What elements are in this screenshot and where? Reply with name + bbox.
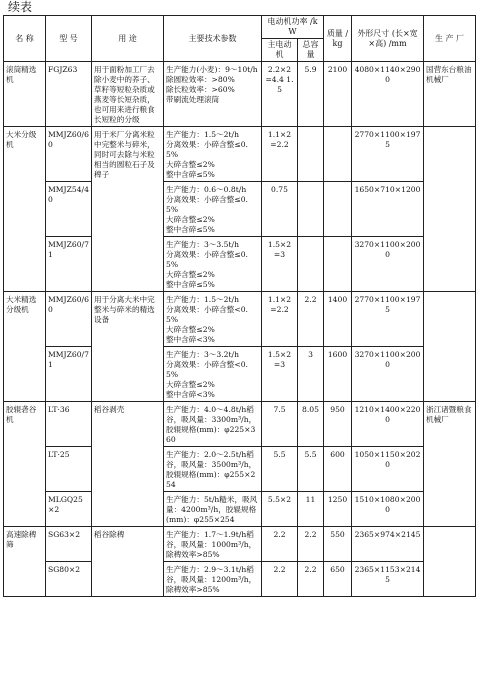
params-cell	[164, 562, 262, 597]
param-line: 除长粒效率：>60%	[166, 85, 235, 94]
param-line: 分离效果：小碎含整<0.5%	[166, 360, 248, 379]
param-line: 生产能力(小麦)：9～10t/h	[166, 65, 258, 74]
param-line: 整中含碎≤5%	[166, 280, 215, 289]
main-motor-cell: 7.5	[262, 402, 298, 447]
dimensions-cell: 1050×1150×2020	[352, 447, 424, 492]
total-power-cell: 2.2	[298, 292, 324, 347]
params-cell	[164, 182, 262, 237]
param-line: 除圆粒效率：>80%	[166, 75, 235, 84]
table-row	[4, 62, 476, 127]
param-line: 大碎含整≤2%	[166, 270, 215, 279]
header-name: 名 称	[4, 16, 46, 62]
total-power-cell: 2.2	[298, 562, 324, 597]
param-line: 大碎含整≤2%	[166, 215, 215, 224]
equipment-name-cell: 大米精选分级机	[4, 292, 46, 402]
continued-label: 续表	[8, 0, 33, 14]
dimensions-cell: 1650×710×1200	[352, 182, 424, 237]
maker-cell	[424, 127, 476, 292]
model-cell: MMJZ60/60	[46, 292, 92, 347]
param-line: 整中含碎<3%	[166, 390, 215, 399]
mass-cell: 1400	[324, 292, 352, 347]
dimensions-cell: 1210×1400×2200	[352, 402, 424, 447]
use-cell: 用于米厂分离米粒中完整米与碎米，同时可去除与米粒相当的圆粒石子及稗子	[92, 127, 164, 292]
total-power-cell: 2.2	[298, 527, 324, 562]
params-cell	[164, 347, 262, 402]
model-cell: SG63×2	[46, 527, 92, 562]
params-cell	[164, 292, 262, 347]
model-cell: MMJZ60/60	[46, 127, 92, 182]
model-cell: MMJZ54/40	[46, 182, 92, 237]
total-power-cell: 11	[298, 492, 324, 527]
param-line: 大碎含整≤2%	[166, 160, 215, 169]
maker-cell	[424, 527, 476, 597]
mass-cell: 2100	[324, 62, 352, 127]
main-motor-cell: 1.1×2 =2.2	[262, 127, 298, 182]
model-cell: MMJZ60/71	[46, 237, 92, 292]
dimensions-cell: 2770×1100×1975	[352, 292, 424, 347]
param-line: 大碎含整≤2%	[166, 325, 215, 334]
header-maker: 生 产 厂	[424, 16, 476, 62]
model-cell: LT·36	[46, 402, 92, 447]
main-motor-cell: 0.75	[262, 182, 298, 237]
dimensions-cell: 2770×1100×1975	[352, 127, 424, 182]
param-line: 生产能力：3～3.5t/h	[166, 240, 239, 249]
total-power-cell: 5.9	[298, 62, 324, 127]
mass-cell: 950	[324, 402, 352, 447]
dimensions-cell: 2365×1153×2145	[352, 562, 424, 597]
total-power-cell	[298, 127, 324, 182]
equipment-name-cell: 胶辊砻谷机	[4, 402, 46, 527]
table-row	[4, 347, 476, 402]
header-mass: 质量 /kg	[324, 16, 352, 62]
total-power-cell: 8.05	[298, 402, 324, 447]
model-cell: FGJZ63	[46, 62, 92, 127]
dimensions-cell: 4080×1140×2900	[352, 62, 424, 127]
equipment-name-cell: 滚筒精选机	[4, 62, 46, 127]
header-main-motor: 主电动机	[262, 39, 298, 62]
mass-cell: 650	[324, 562, 352, 597]
param-line: 带刷流处理滚筒	[166, 95, 220, 104]
table-row	[4, 292, 476, 347]
param-line: 生产能力：1.5～2t/h	[166, 130, 239, 139]
total-power-cell: 5.5	[298, 447, 324, 492]
mass-cell: 550	[324, 527, 352, 562]
maker-cell: 国营东台粮油机械厂	[424, 62, 476, 127]
mass-cell: 600	[324, 447, 352, 492]
table-row	[4, 527, 476, 562]
table-row	[4, 127, 476, 182]
param-line: 分离效果：小碎含整≤0.5%	[166, 195, 248, 214]
model-cell: MLGQ25×2	[46, 492, 92, 527]
header-total: 总容量	[298, 39, 324, 62]
table-row	[4, 182, 476, 237]
header-use: 用 途	[92, 16, 164, 62]
param-line: 生产能力：5t/h糙米，吸风量：4200m³/h，胶辊规格(mm)：φ255×254	[166, 495, 258, 524]
dimensions-cell: 3270×1100×2000	[352, 347, 424, 402]
equipment-spec-table	[3, 15, 476, 597]
dimensions-cell: 3270×1100×2000	[352, 237, 424, 292]
mass-cell	[324, 182, 352, 237]
use-cell: 稻谷除稗	[92, 527, 164, 597]
param-line: 生产能力：1.7～1.9t/h稻谷，吸风量：1000m³/h，除稗效率>85%	[166, 530, 257, 559]
total-power-cell: 3	[298, 347, 324, 402]
main-motor-cell: 1.5×2 =3	[262, 347, 298, 402]
dimensions-cell: 1510×1080×2000	[352, 492, 424, 527]
total-power-cell	[298, 237, 324, 292]
param-line: 大碎含整≤2%	[166, 380, 215, 389]
model-cell: MMJZ60/71	[46, 347, 92, 402]
table-row	[4, 402, 476, 447]
main-motor-cell: 5.5×2	[262, 492, 298, 527]
total-power-cell	[298, 182, 324, 237]
params-cell	[164, 62, 262, 127]
params-cell	[164, 127, 262, 182]
header-power: 电动机功率 /kW	[262, 16, 324, 39]
use-cell: 用于面粉加工厂去除小麦中的荞子、草籽等短粒杂质或燕麦等长短杂质，也可用来进行粮食长短粒的分级	[92, 62, 164, 127]
table-row	[4, 562, 476, 597]
params-cell	[164, 447, 262, 492]
dimensions-cell: 2365×974×2145	[352, 527, 424, 562]
param-line: 生产能力：2.0～2.5t/h稻谷，吸风量：3500m³/h，胶辊规格(mm)：φ255×254	[166, 450, 257, 489]
equipment-name-cell: 大米分级机	[4, 127, 46, 292]
main-motor-cell: 1.5×2 =3	[262, 237, 298, 292]
main-motor-cell: 2.2×2 =4.4 1.5	[262, 62, 298, 127]
header-dims: 外形尺寸 (长×宽×高) /mm	[352, 16, 424, 62]
mass-cell	[324, 237, 352, 292]
param-line: 分离效果：小碎含整≤0.5%	[166, 140, 248, 159]
params-cell	[164, 237, 262, 292]
main-motor-cell: 2.2	[262, 562, 298, 597]
mass-cell	[324, 127, 352, 182]
params-cell	[164, 402, 262, 447]
table-row	[4, 492, 476, 527]
table-body	[4, 62, 476, 597]
header-model: 型 号	[46, 16, 92, 62]
param-line: 生产能力：0.6～0.8t/h	[166, 185, 247, 194]
mass-cell: 1250	[324, 492, 352, 527]
param-line: 分离效果：小碎含整≤0.5%	[166, 250, 248, 269]
params-cell	[164, 492, 262, 527]
param-line: 生产能力：2.9～3.1t/h稻谷，吸风量：1200m³/h，除稗效率>85%	[166, 565, 257, 594]
param-line: 整中含碎≤5%	[166, 225, 215, 234]
maker-cell: 浙江诸暨粮食机械厂	[424, 402, 476, 527]
param-line: 整中含碎<3%	[166, 335, 215, 344]
param-line: 整中含碎≤5%	[166, 170, 215, 179]
mass-cell: 1600	[324, 347, 352, 402]
maker-cell	[424, 292, 476, 402]
param-line: 分离效果：小碎含整<0.5%	[166, 305, 248, 324]
model-cell: LT·25	[46, 447, 92, 492]
table-row	[4, 237, 476, 292]
param-line: 生产能力：4.0～4.8t/h稻谷，吸风量：3300m³/h，胶辊规格(mm)：φ225×360	[166, 405, 257, 444]
model-cell: SG80×2	[46, 562, 92, 597]
main-motor-cell: 2.2	[262, 527, 298, 562]
equipment-name-cell: 高速除稗筛	[4, 527, 46, 597]
main-motor-cell: 5.5	[262, 447, 298, 492]
use-cell: 稻谷剥壳	[92, 402, 164, 527]
param-line: 生产能力：3～3.2t/h	[166, 350, 239, 359]
param-line: 生产能力：1.5～2t/h	[166, 295, 239, 304]
header-params: 主要技术参数	[164, 16, 262, 62]
table-row	[4, 447, 476, 492]
use-cell: 用于分离大米中完整米与碎米的精选设备	[92, 292, 164, 402]
main-motor-cell: 1.1×2 =2.2	[262, 292, 298, 347]
params-cell	[164, 527, 262, 562]
